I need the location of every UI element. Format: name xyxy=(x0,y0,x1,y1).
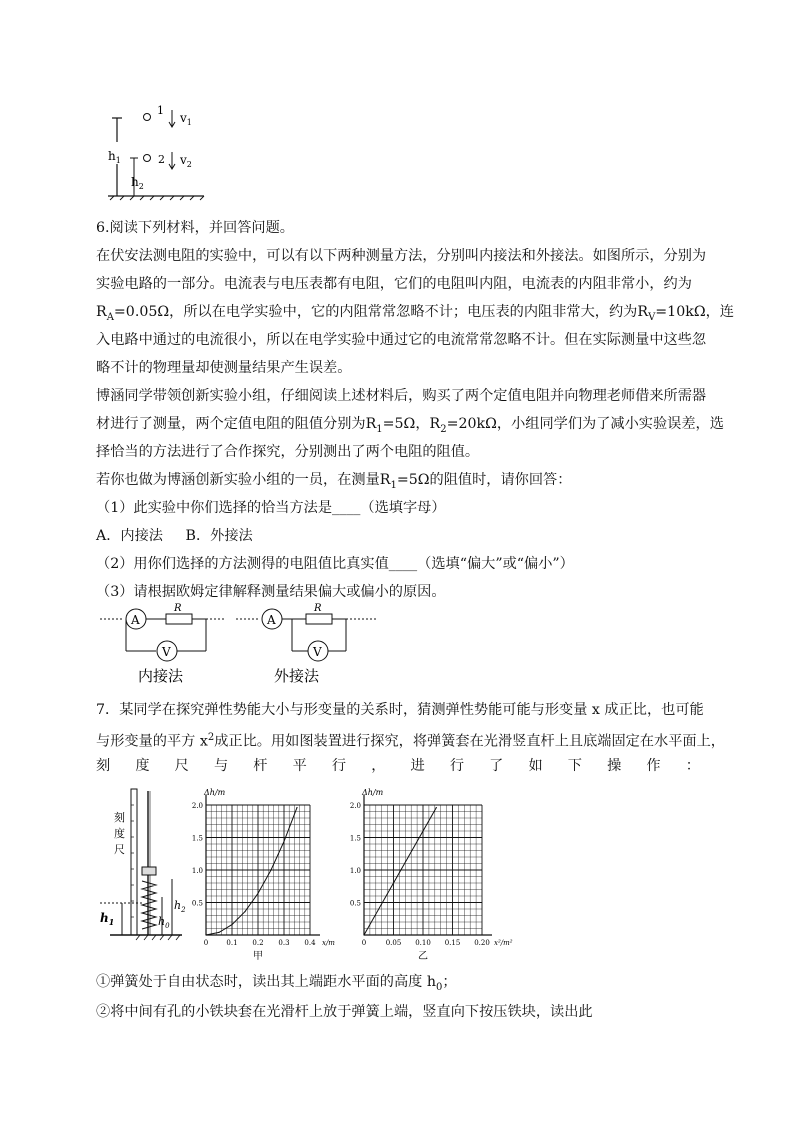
spaced-char: 尺 xyxy=(174,758,189,774)
spaced-char: 操 xyxy=(607,758,622,774)
spaced-char: 下 xyxy=(567,758,582,774)
ground-hatch xyxy=(110,196,204,200)
x-tick-label: 0.15 xyxy=(444,939,461,947)
chart-jia xyxy=(188,785,336,963)
q7-line3 xyxy=(96,752,700,780)
spaced-char: 进 xyxy=(410,758,425,774)
apparatus-h0-label: $h_0$ xyxy=(158,915,170,930)
x-tick-label: 0.1 xyxy=(226,939,238,947)
x-axis-label: x/m xyxy=(322,939,335,947)
data-point xyxy=(244,911,245,912)
q7-step2: ②将中间有孔的小铁块套在光滑杆上放于弹簧上端，竖直向下按压铁块，读出此 xyxy=(96,1004,593,1020)
ball-2-label: 2 xyxy=(158,153,165,166)
spaced-char: 行 xyxy=(331,758,347,774)
v2-label: $v_2$ xyxy=(180,153,192,169)
ruler-char: 度 xyxy=(114,827,125,840)
q6-p1-line2: 实验电路的一部分。电流表与电压表都有电阻，它们的电阻叫内阻，电流表的内阻非常小，约为 xyxy=(96,276,692,292)
q6-p2-line1: 博涵同学带领创新实验小组，仔细阅读上述材料后，购买了两个定值电阻并向物理老师借来所需器 xyxy=(96,388,707,404)
x-tick-label: 0.4 xyxy=(304,939,316,947)
q6-p1-line5: 略不计的物理量却使测量结果产生误差。 xyxy=(96,360,352,376)
data-point xyxy=(257,893,258,894)
q6-p3: 若你也做为博涵创新实验小组的一员，在测量$R_1=5\Omega$的阻值时，请你回答： xyxy=(96,472,572,491)
x-tick-label: 0.20 xyxy=(474,939,490,947)
q6-p2-line3: 择恰当的方法进行了合作探究，分别测出了两个电阻的阻值。 xyxy=(96,444,480,460)
data-point xyxy=(436,807,437,808)
q6-p1-line1: 在伏安法测电阻的实验中，可以有以下两种测量方法，分别叫内接法和外接法。如图所示，分别为 xyxy=(96,248,707,264)
inner-label: 内接法 xyxy=(138,667,184,685)
q6-p1-line3: $R_A=0.05\Omega$，所以在电学实验中，它的内阻常常忽略不计；电压表的内阻非常大，约为$R_V=10k\Omega$，连 xyxy=(96,304,734,323)
x-tick-label: 0 xyxy=(203,939,209,947)
chart-title: 甲 xyxy=(253,951,263,962)
spaced-char: ， xyxy=(371,758,386,774)
y-tick-label: 0.5 xyxy=(191,899,203,908)
q6-sub3: （3）请根据欧姆定律解释测量结果偏大或偏小的原因。 xyxy=(96,584,446,600)
y-tick-label: 1.0 xyxy=(349,867,361,875)
y-tick-label: 2.0 xyxy=(349,802,361,810)
ammeter-label: A xyxy=(267,613,276,627)
q7-step1: ①弹簧处于自由状态时，读出其上端距水平面的高度 $h_0$； xyxy=(96,974,457,993)
q6-p2-line2: 材进行了测量，两个定值电阻的阻值分别为$R_1=5\Omega$，$R_2=20k\Omega$，小组同学们为了减小实验误差，选 xyxy=(96,416,724,435)
q6-options: A．内接法 B．外接法 xyxy=(96,528,253,544)
data-point xyxy=(205,934,206,935)
outer-label: 外接法 xyxy=(274,667,320,685)
y-axis-label: Δh/m xyxy=(362,788,384,797)
spaced-char: 与 xyxy=(213,758,229,774)
q7-line2: 与形变量的平方 $x^2$成正比。用如图装置进行探究，将弹簧套在光滑竖直杆上且底端固定在水平面上， xyxy=(96,732,725,750)
ruler xyxy=(131,789,137,935)
chart-title: 乙 xyxy=(418,951,428,962)
x-tick-label: 0.3 xyxy=(278,939,290,947)
y-tick-label: 1.0 xyxy=(191,867,203,875)
y-tick-label: 2.0 xyxy=(191,802,203,810)
q7-line1: 7．某同学在探究弹性势能大小与形变量的关系时，猜测弹性势能可能与形变量 x 成正比，也可能 xyxy=(96,702,704,718)
spaced-char: ： xyxy=(685,758,700,774)
y-tick-label: 1.5 xyxy=(349,834,361,843)
ball-1-label: 1 xyxy=(157,104,164,117)
data-point xyxy=(283,841,284,842)
voltmeter-label: V xyxy=(162,645,171,659)
h2-label: $h_2$ xyxy=(131,175,144,191)
ball-2 xyxy=(144,155,151,162)
data-point xyxy=(218,932,219,933)
h1-label: $h_1$ xyxy=(108,149,121,165)
falling-balls-figure xyxy=(100,100,210,200)
spring-apparatus-figure xyxy=(100,785,184,947)
resistor-outer xyxy=(306,614,332,624)
q6-title: 6.阅读下列材料，并回答问题。 xyxy=(96,220,294,236)
ball-1 xyxy=(144,114,151,121)
resistor-inner xyxy=(166,614,192,624)
spring xyxy=(142,881,156,929)
q6-p1-line4: 入电路中通过的电流很小，所以在电学实验中通过它的电流常常忽略不计。但在实际测量中这些忽 xyxy=(96,332,707,348)
ruler-char: 刻 xyxy=(114,811,125,824)
iron-block xyxy=(142,867,156,875)
spaced-char: 平 xyxy=(292,758,307,774)
x-tick-label: 0 xyxy=(361,939,367,947)
q6-sub1: （1）此实验中你们选择的恰当方法是____（选填字母） xyxy=(96,500,446,516)
spaced-char: 如 xyxy=(528,758,543,774)
spaced-char: 行 xyxy=(449,758,465,774)
resistor-label: R xyxy=(314,603,322,614)
data-point xyxy=(231,924,232,925)
circuit-diagrams xyxy=(96,600,386,690)
apparatus-h2-label: $h_2$ xyxy=(174,899,186,914)
data-series-line xyxy=(364,808,436,935)
spaced-char: 作 xyxy=(646,758,661,774)
x-axis-label: x²/m² xyxy=(494,939,513,947)
x-tick-label: 0.05 xyxy=(385,939,402,947)
y-tick-label: 0.5 xyxy=(349,899,361,908)
x-tick-label: 0.2 xyxy=(252,939,264,947)
chart-yi xyxy=(346,785,513,963)
data-point xyxy=(270,869,271,870)
outer-connection-circuit xyxy=(236,609,378,661)
resistor-label: R xyxy=(174,603,182,614)
spaced-char: 刻 xyxy=(96,758,111,774)
spaced-char: 了 xyxy=(489,758,504,774)
data-point xyxy=(296,807,297,808)
ammeter-label: A xyxy=(131,613,140,627)
spaced-char: 杆 xyxy=(253,758,268,774)
q6-sub2: （2）用你们选择的方法测得的电阻值比真实值____（选填“偏大”或“偏小”） xyxy=(96,556,574,572)
data-point xyxy=(363,934,364,935)
data-series-line xyxy=(206,808,297,935)
y-tick-label: 1.5 xyxy=(191,834,203,843)
apparatus-h1-label: $h_1$ xyxy=(100,911,115,927)
y-axis-label: Δh/m xyxy=(204,788,226,797)
voltmeter-label: V xyxy=(313,645,322,659)
v1-label: $v_1$ xyxy=(180,111,192,127)
spaced-char: 度 xyxy=(135,758,150,774)
x-tick-label: 0.10 xyxy=(415,939,431,947)
ruler-char: 尺 xyxy=(114,843,125,856)
